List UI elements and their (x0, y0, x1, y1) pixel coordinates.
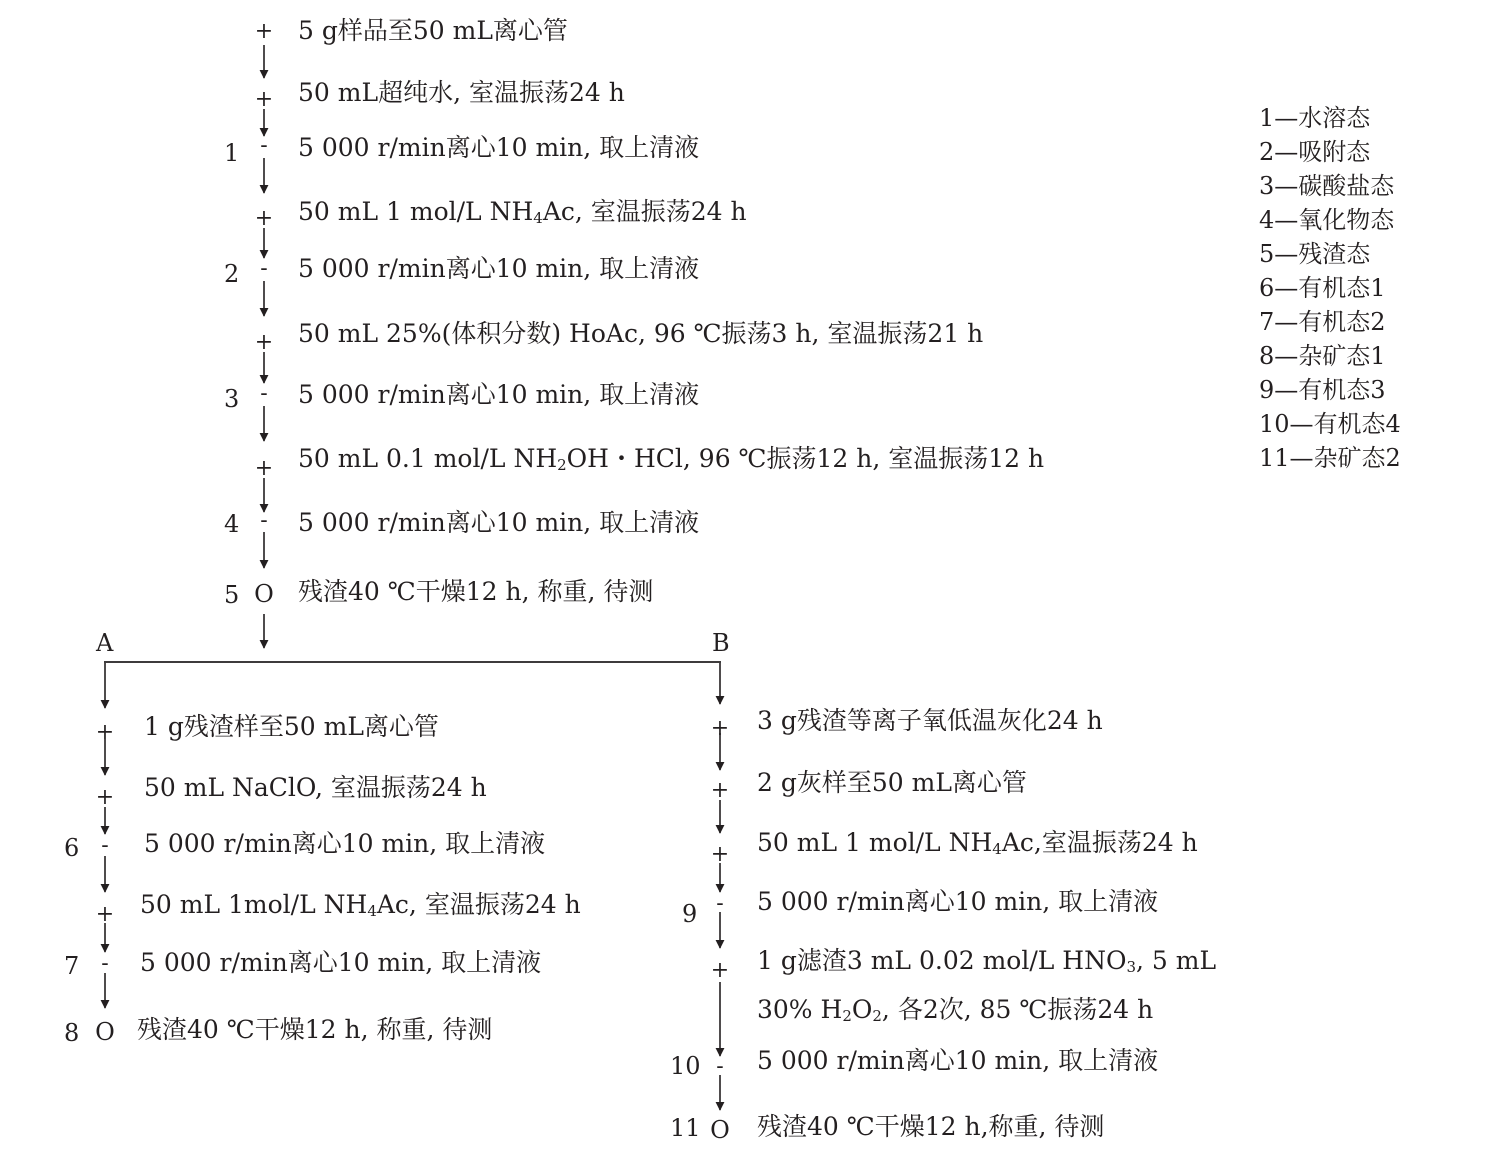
step-b-3: 5 000 r/min离心10 min, 取上清液 (757, 887, 1159, 916)
step-main-3: 5 000 r/min离心10 min, 取上清液 (298, 133, 700, 162)
minus-symbol: - (101, 833, 109, 858)
plus-symbol: + (254, 206, 274, 231)
residue-circle-symbol: O (95, 1018, 115, 1046)
fraction-number-4: 4 (224, 510, 240, 538)
step-b-h2o2: 30% $H_2O_2$, 各2次, 85 ℃振荡24 h (757, 995, 1154, 1025)
step-b-2: 2 g灰样至50 mL离心管 (757, 768, 1027, 797)
step-a-3: 5 000 r/min离心10 min, 取上清液 (144, 829, 546, 858)
legend-item-8: 8—杂矿态1 (1259, 342, 1386, 370)
branch-label-b: B (712, 629, 730, 657)
fraction-number-3: 3 (224, 385, 240, 413)
step-b-1: 3 g残渣等离子氧低温灰化24 h (757, 706, 1103, 735)
plus-symbol: + (254, 330, 274, 355)
legend-item-6: 6—有机态1 (1259, 274, 1386, 302)
step-main-2: 50 mL超纯水, 室温振荡24 h (298, 78, 625, 107)
step-a-2: 50 mL NaClO, 室温振荡24 h (144, 773, 487, 802)
fraction-number-6: 6 (64, 834, 80, 862)
legend-item-11: 11—杂矿态2 (1259, 444, 1401, 472)
legend-item-3: 3—碳酸盐态 (1259, 172, 1395, 200)
residue-circle-symbol: O (254, 580, 274, 608)
step-a-5: 残渣40 ℃干燥12 h, 称重, 待测 (137, 1015, 493, 1044)
plus-symbol: + (254, 87, 274, 112)
legend-item-9: 9—有机态3 (1259, 376, 1386, 404)
step-main-4: 5 000 r/min离心10 min, 取上清液 (298, 254, 700, 283)
legend-item-7: 7—有机态2 (1259, 308, 1386, 336)
fraction-number-5: 5 (224, 581, 240, 609)
step-b-5: 残渣40 ℃干燥12 h,称重, 待测 (757, 1112, 1105, 1141)
plus-symbol: + (710, 958, 730, 983)
legend-item-4: 4—氧化物态 (1259, 206, 1395, 234)
plus-symbol: + (95, 902, 115, 927)
step-main-nh2oh: 50 mL 0.1 mol/L $NH_2OH$・HCl, 96 ℃振荡12 h, 室温振荡12 h (298, 444, 1045, 474)
fraction-number-1: 1 (224, 139, 240, 167)
plus-symbol: + (95, 785, 115, 810)
fraction-number-9: 9 (682, 900, 698, 928)
step-a-nh4ac: 50 mL 1mol/L $NH_4Ac$, 室温振荡24 h (140, 890, 581, 920)
fraction-number-11: 11 (670, 1114, 701, 1142)
step-b-nh4ac: 50 mL 1 mol/L $NH_4Ac$,室温振荡24 h (757, 828, 1198, 858)
minus-symbol: - (260, 508, 268, 533)
legend-item-2: 2—吸附态 (1259, 138, 1371, 166)
step-b-hno3: 1 g滤渣3 mL 0.02 mol/L $HNO_3$, 5 mL (757, 946, 1217, 976)
minus-symbol: - (260, 381, 268, 406)
step-main-1: 5 g样品至50 mL离心管 (298, 16, 568, 45)
step-main-nh4ac: 50 mL 1 mol/L $NH_4Ac$, 室温振荡24 h (298, 197, 747, 227)
minus-symbol: - (716, 891, 724, 916)
step-b-4: 5 000 r/min离心10 min, 取上清液 (757, 1046, 1159, 1075)
minus-symbol: - (101, 951, 109, 976)
step-a-1: 1 g残渣样至50 mL离心管 (144, 712, 439, 741)
legend-item-1: 1—水溶态 (1259, 104, 1371, 132)
step-a-4: 5 000 r/min离心10 min, 取上清液 (140, 948, 542, 977)
step-main-5: 50 mL 25%(体积分数) HoAc, 96 ℃振荡3 h, 室温振荡21 h (298, 319, 984, 348)
step-main-8: 残渣40 ℃干燥12 h, 称重, 待测 (298, 577, 654, 606)
step-main-6: 5 000 r/min离心10 min, 取上清液 (298, 380, 700, 409)
residue-circle-symbol: O (710, 1116, 730, 1144)
plus-symbol: + (254, 19, 274, 44)
legend-item-5: 5—残渣态 (1259, 240, 1371, 268)
plus-symbol: + (710, 778, 730, 803)
fraction-number-8: 8 (64, 1019, 80, 1047)
minus-symbol: - (716, 1054, 724, 1079)
fraction-number-10: 10 (670, 1052, 701, 1080)
plus-symbol: + (710, 842, 730, 867)
plus-symbol: + (95, 720, 115, 745)
fraction-number-2: 2 (224, 260, 240, 288)
legend-item-10: 10—有机态4 (1259, 410, 1401, 438)
plus-symbol: + (710, 716, 730, 741)
minus-symbol: - (260, 256, 268, 281)
branch-label-a: A (96, 629, 114, 657)
step-main-7: 5 000 r/min离心10 min, 取上清液 (298, 508, 700, 537)
minus-symbol: - (260, 133, 268, 158)
fraction-number-7: 7 (64, 952, 80, 980)
plus-symbol: + (254, 456, 274, 481)
